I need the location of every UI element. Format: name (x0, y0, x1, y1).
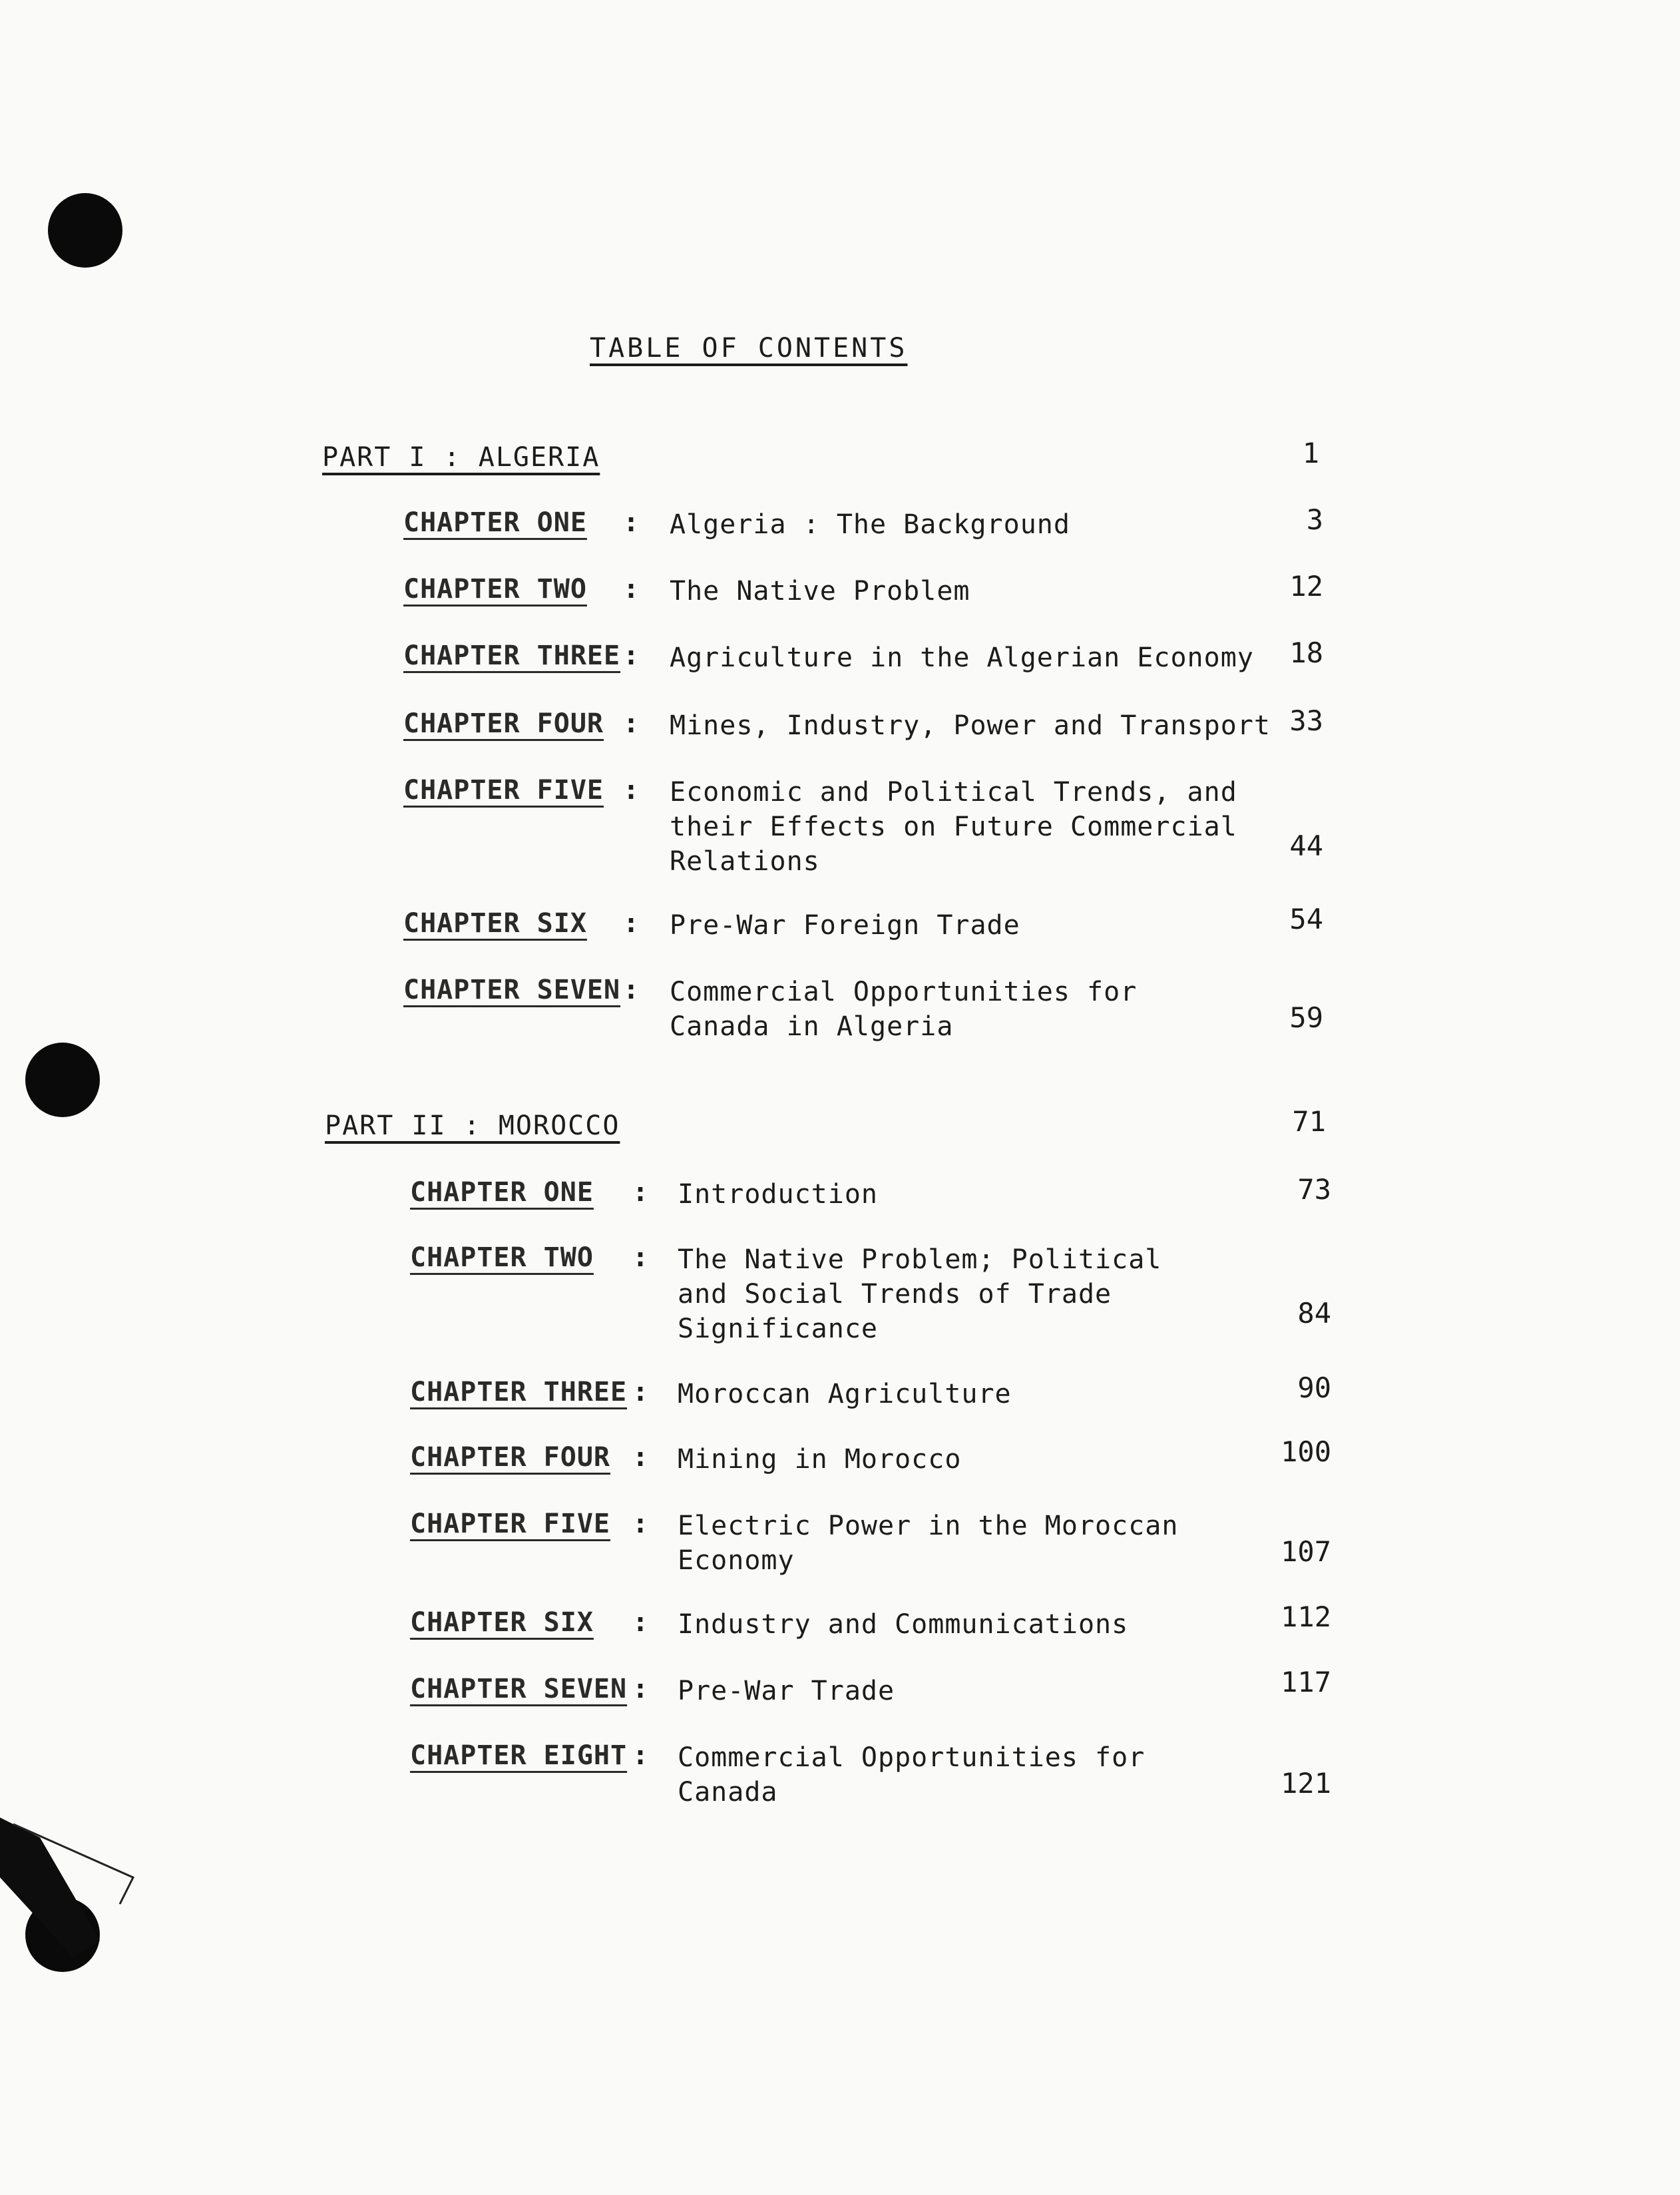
chapter-label: CHAPTER SIX (410, 1607, 594, 1638)
chapter-title: Commercial Opportunities for Canada (678, 1742, 1146, 1808)
colon: : (623, 975, 640, 1005)
chapter-title: Mines, Industry, Power and Transport (670, 710, 1271, 741)
colon: : (623, 775, 640, 806)
chapter-page-number: 112 (1281, 1600, 1331, 1633)
chapter-title: Electric Power in the Moroccan Economy (678, 1511, 1179, 1576)
toc-entry (0, 1371, 1680, 1409)
chapter-label: CHAPTER EIGHT (410, 1740, 628, 1771)
chapter-title: Pre-War Trade (678, 1676, 895, 1706)
toc-entry (0, 1242, 1680, 1344)
chapter-label: CHAPTER FOUR (403, 708, 604, 739)
chapter-label: CHAPTER ONE (410, 1177, 594, 1208)
chapter-label: CHAPTER TWO (403, 574, 587, 605)
colon: : (632, 1740, 649, 1771)
toc-entry (0, 1666, 1680, 1706)
colon: : (632, 1442, 649, 1473)
chapter-page-number: 59 (1289, 1001, 1323, 1034)
chapter-page-number: 3 (1306, 503, 1323, 536)
colon: : (632, 1674, 649, 1704)
part-heading-algeria: PART I : ALGERIA (322, 442, 600, 473)
part-heading-morocco: PART II : MOROCCO (325, 1110, 620, 1141)
punch-hole (48, 193, 122, 268)
colon: : (632, 1177, 649, 1208)
toc-entry (0, 503, 1680, 540)
colon: : (623, 574, 640, 605)
toc-entry (0, 636, 1680, 673)
chapter-page-number: 84 (1297, 1297, 1331, 1330)
part-page-number: 71 (1292, 1105, 1326, 1138)
chapter-title: Pre-War Foreign Trade (670, 910, 1020, 941)
chapter-label: CHAPTER THREE (403, 640, 621, 671)
chapter-label: CHAPTER THREE (410, 1377, 628, 1407)
colon: : (623, 908, 640, 939)
chapter-label: CHAPTER FOUR (410, 1442, 610, 1473)
chapter-page-number: 117 (1281, 1666, 1331, 1698)
chapter-label: CHAPTER ONE (403, 507, 587, 538)
toc-entry (0, 903, 1680, 941)
chapter-page-number: 90 (1297, 1371, 1331, 1404)
toc-entry (0, 1173, 1680, 1210)
colon: : (623, 507, 640, 538)
toc-entry (0, 570, 1680, 607)
chapter-page-number: 121 (1281, 1767, 1331, 1800)
chapter-title: Introduction (678, 1179, 878, 1210)
colon: : (632, 1377, 649, 1407)
colon: : (632, 1242, 649, 1273)
toc-entry (0, 1509, 1680, 1576)
chapter-title: Moroccan Agriculture (678, 1379, 1012, 1409)
toc-entry (0, 975, 1680, 1042)
chapter-page-number: 107 (1281, 1535, 1331, 1568)
chapter-page-number: 18 (1289, 636, 1323, 669)
toc-entry (0, 775, 1680, 877)
chapter-page-number: 33 (1289, 704, 1323, 737)
toc-entry (0, 704, 1680, 741)
part-page-number: 1 (1302, 437, 1319, 469)
chapter-title: Mining in Morocco (678, 1444, 962, 1475)
chapter-page-number: 54 (1289, 903, 1323, 935)
chapter-title: Industry and Communications (678, 1609, 1129, 1640)
chapter-label: CHAPTER SEVEN (410, 1674, 628, 1704)
chapter-title: Algeria : The Background (670, 509, 1070, 540)
chapter-title: Agriculture in the Algerian Economy (670, 642, 1254, 673)
page-title: TABLE OF CONTENTS (590, 333, 908, 364)
chapter-title: The Native Problem (670, 576, 970, 607)
chapter-page-number: 100 (1281, 1435, 1331, 1468)
toc-entry (0, 1435, 1680, 1475)
chapter-label: CHAPTER FIVE (403, 775, 604, 806)
toc-entry (0, 1740, 1680, 1808)
colon: : (632, 1509, 649, 1539)
chapter-label: CHAPTER FIVE (410, 1509, 610, 1539)
chapter-page-number: 12 (1289, 570, 1323, 603)
chapter-page-number: 44 (1289, 830, 1323, 862)
chapter-title: Commercial Opportunities for Canada in Algeria (670, 977, 1138, 1042)
chapter-label: CHAPTER TWO (410, 1242, 594, 1273)
toc-entry (0, 1600, 1680, 1640)
punch-hole (25, 1043, 100, 1117)
colon: : (632, 1607, 649, 1638)
colon: : (623, 708, 640, 739)
colon: : (623, 640, 640, 671)
folded-corner-mark (0, 1798, 160, 1971)
chapter-label: CHAPTER SEVEN (403, 975, 621, 1005)
chapter-label: CHAPTER SIX (403, 908, 587, 939)
chapter-title: Economic and Political Trends, and their Effects on Future Commercial Relations (670, 777, 1237, 877)
chapter-title: The Native Problem; Political and Social Trends of Trade Significance (678, 1244, 1162, 1344)
chapter-page-number: 73 (1297, 1173, 1331, 1206)
